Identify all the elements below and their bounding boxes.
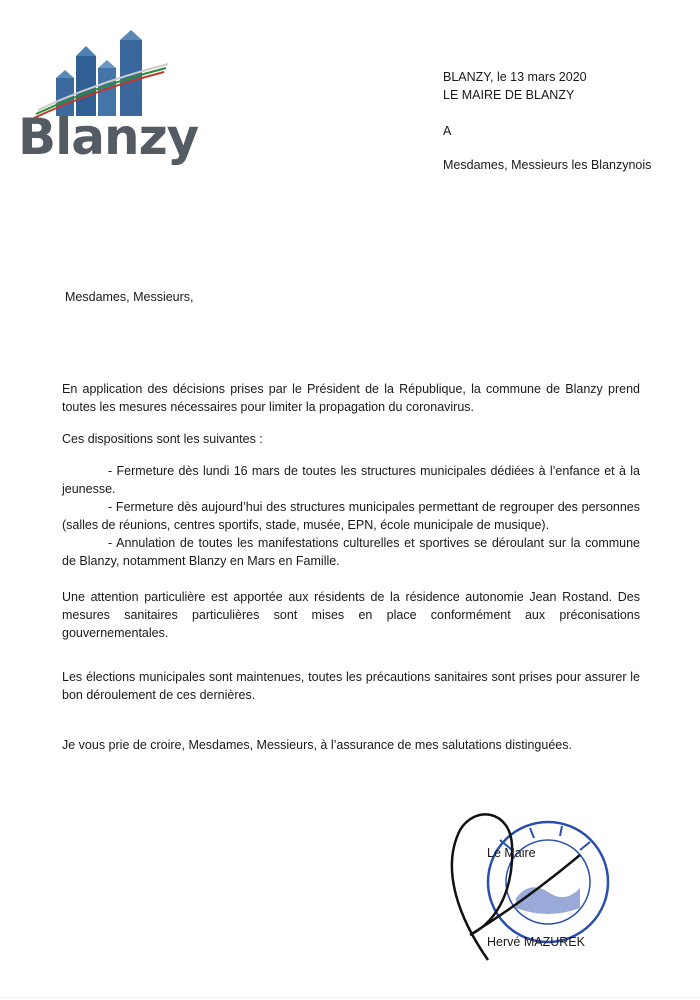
place-date: BLANZY, le 13 mars 2020 xyxy=(443,70,587,84)
signatory-title: Le Maire xyxy=(487,846,536,860)
signatory-name: Hervé MAZUREK xyxy=(487,935,585,949)
intro-paragraph: En application des décisions prises par le Président de la République, la commune de Blanzy prend toutes les mesures nécessaires pour limiter la propagation du coronavirus. xyxy=(62,382,640,414)
blanzy-logo xyxy=(14,30,199,166)
letter-body xyxy=(62,380,640,718)
page-edge xyxy=(0,997,700,998)
list-item: - Fermeture dès aujourd’hui des structures municipales permettant de regrouper des personnes (salles de réunions, centres sportifs, stade, musée, EPN, école municipale de musique). xyxy=(62,500,640,532)
attention-paragraph: Une attention particulière est apportée aux résidents de la résidence autonomie Jean Rostand. Des mesures sanitaires particulières sont mises en place conformément aux préconisations gouvernementales. xyxy=(62,590,640,640)
logo-wordmark: Blanzy xyxy=(18,108,199,166)
dispositions-label: Ces dispositions sont les suivantes : xyxy=(62,432,263,446)
salutation: Mesdames, Messieurs, xyxy=(65,290,194,304)
closing-formula: Je vous prie de croire, Mesdames, Messieurs, à l’assurance de mes salutations distinguées. xyxy=(62,738,572,752)
elections-paragraph: Les élections municipales sont maintenues, toutes les précautions sanitaires sont prises pour assurer le bon déroulement de ces dernières. xyxy=(62,670,640,702)
addressee-marker: A xyxy=(443,124,452,138)
sender: LE MAIRE DE BLANZY xyxy=(443,88,575,102)
list-item: - Fermeture dès lundi 16 mars de toutes les structures municipales dédiées à l’enfance et à la jeunesse. xyxy=(62,464,640,496)
recipients: Mesdames, Messieurs les Blanzynois xyxy=(443,158,652,172)
measures-list xyxy=(62,462,640,570)
city-skyline-icon xyxy=(14,30,174,120)
list-item: - Annulation de toutes les manifestations culturelles et sportives se déroulant sur la commune de Blanzy, notamment Blanzy en Mars en Famille. xyxy=(62,536,640,568)
letter-header xyxy=(443,68,651,174)
